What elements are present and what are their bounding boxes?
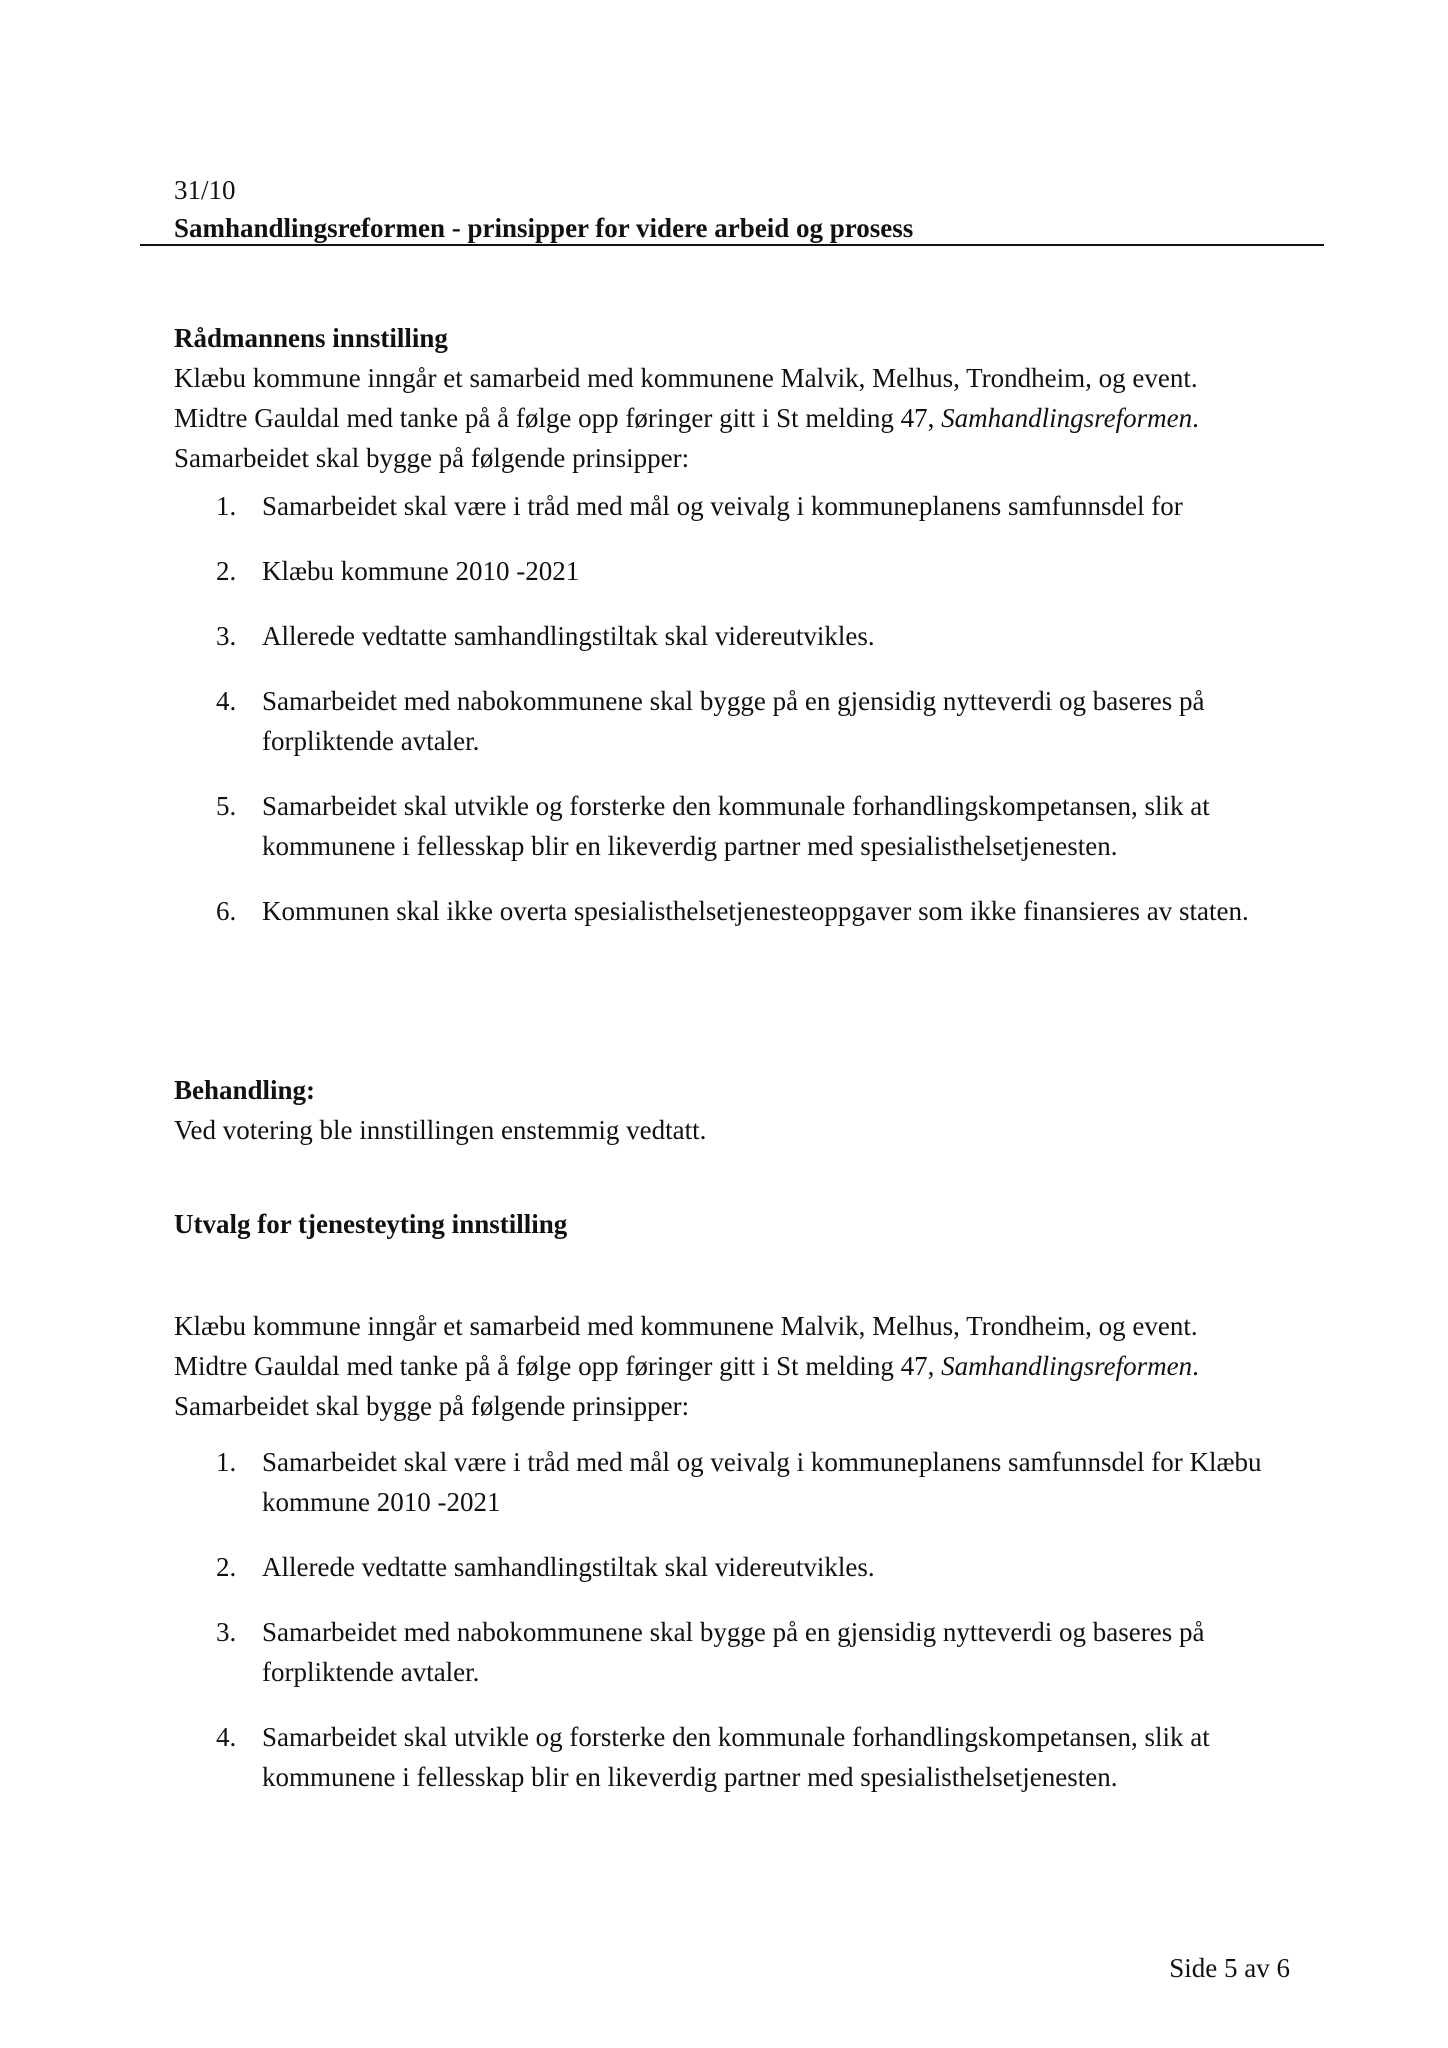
list-item-number: 4. xyxy=(216,1722,237,1752)
utvalg-intro-line2-end: . xyxy=(1192,1351,1199,1381)
list-item-text: Samarbeidet skal være i tråd med mål og veivalg i kommuneplanens samfunnsdel for Klæbu kommune 2010 -2021 xyxy=(262,1447,1262,1517)
utvalg-intro-line2-text: Midtre Gauldal med tanke på å følge opp føringer gitt i St melding 47, xyxy=(174,1351,942,1381)
list-item-text: Kommunen skal ikke overta spesialisthelsetjenesteoppgaver som ikke finansieres av staten. xyxy=(262,896,1249,926)
list-item-number: 6. xyxy=(216,896,237,926)
list-item xyxy=(174,1717,1324,1797)
case-title: Samhandlingsreformen - prinsipper for videre arbeid og prosess xyxy=(174,213,914,243)
list-item-number: 1. xyxy=(216,491,237,521)
list-item-number: 1. xyxy=(216,1447,237,1477)
radmann-principles-list xyxy=(174,486,1324,956)
list-item xyxy=(174,1547,1324,1587)
header-divider xyxy=(140,244,1324,246)
list-item xyxy=(174,551,1324,591)
utvalg-heading: Utvalg for tjenesteyting innstilling xyxy=(174,1209,568,1239)
list-item xyxy=(174,891,1324,931)
radmann-intro-line1: Klæbu kommune inngår et samarbeid med kommunene Malvik, Melhus, Trondheim, og event. xyxy=(174,363,1198,393)
utvalg-intro-line1: Klæbu kommune inngår et samarbeid med kommunene Malvik, Melhus, Trondheim, og event. xyxy=(174,1311,1198,1341)
utvalg-heading-block xyxy=(174,1204,1324,1244)
list-item xyxy=(174,681,1324,761)
list-item xyxy=(174,616,1324,656)
list-item-text: Samarbeidet skal være i tråd med mål og veivalg i kommuneplanens samfunnsdel for xyxy=(262,491,1183,521)
list-item-number: 2. xyxy=(216,1552,237,1582)
case-number: 31/10 xyxy=(174,175,236,205)
utvalg-intro-reform-title: Samhandlingsreformen xyxy=(941,1351,1193,1381)
utvalg-intro-line3: Samarbeidet skal bygge på følgende prinsipper: xyxy=(174,1391,690,1421)
radmann-intro-line2-end: . xyxy=(1192,403,1199,433)
utvalg-section xyxy=(174,1306,1324,1426)
list-item-text: Allerede vedtatte samhandlingstiltak skal videreutvikles. xyxy=(262,1552,875,1582)
list-item xyxy=(174,1442,1324,1522)
radmann-intro-reform-title: Samhandlingsreformen xyxy=(941,403,1193,433)
radmann-heading: Rådmannens innstilling xyxy=(174,323,448,353)
list-item xyxy=(174,786,1324,866)
list-item-number: 2. xyxy=(216,556,237,586)
list-item-text: Samarbeidet skal utvikle og forsterke den kommunale forhandlingskompetansen, slik at kommunene i fellesskap blir en likeverdig partner med spesialisthelsetjenesten. xyxy=(262,1722,1210,1792)
page-number: Side 5 av 6 xyxy=(1169,1953,1290,1983)
radmann-section xyxy=(174,318,1324,478)
list-item-text: Samarbeidet skal utvikle og forsterke den kommunale forhandlingskompetansen, slik at kommunene i fellesskap blir en likeverdig partner med spesialisthelsetjenesten. xyxy=(262,791,1210,861)
list-item-text: Allerede vedtatte samhandlingstiltak skal videreutvikles. xyxy=(262,621,875,651)
radmann-intro-line3: Samarbeidet skal bygge på følgende prinsipper: xyxy=(174,443,690,473)
radmann-intro-line2 xyxy=(174,398,1324,438)
behandling-section xyxy=(174,1070,1324,1150)
list-item xyxy=(174,486,1324,526)
utvalg-intro-line2 xyxy=(174,1346,1324,1386)
list-item-text: Klæbu kommune 2010 -2021 xyxy=(262,556,580,586)
utvalg-principles-list xyxy=(174,1442,1324,1822)
list-item-number: 4. xyxy=(216,686,237,716)
list-item-text: Samarbeidet med nabokommunene skal bygge på en gjensidig nytteverdi og baseres på forpliktende avtaler. xyxy=(262,1617,1205,1687)
behandling-text: Ved votering ble innstillingen enstemmig vedtatt. xyxy=(174,1115,707,1145)
list-item-number: 3. xyxy=(216,1617,237,1647)
radmann-intro-line2-text: Midtre Gauldal med tanke på å følge opp føringer gitt i St melding 47, xyxy=(174,403,942,433)
list-item xyxy=(174,1612,1324,1692)
list-item-number: 5. xyxy=(216,791,237,821)
list-item-number: 3. xyxy=(216,621,237,651)
behandling-heading: Behandling: xyxy=(174,1075,316,1105)
list-item-text: Samarbeidet med nabokommunene skal bygge på en gjensidig nytteverdi og baseres på forpliktende avtaler. xyxy=(262,686,1205,756)
